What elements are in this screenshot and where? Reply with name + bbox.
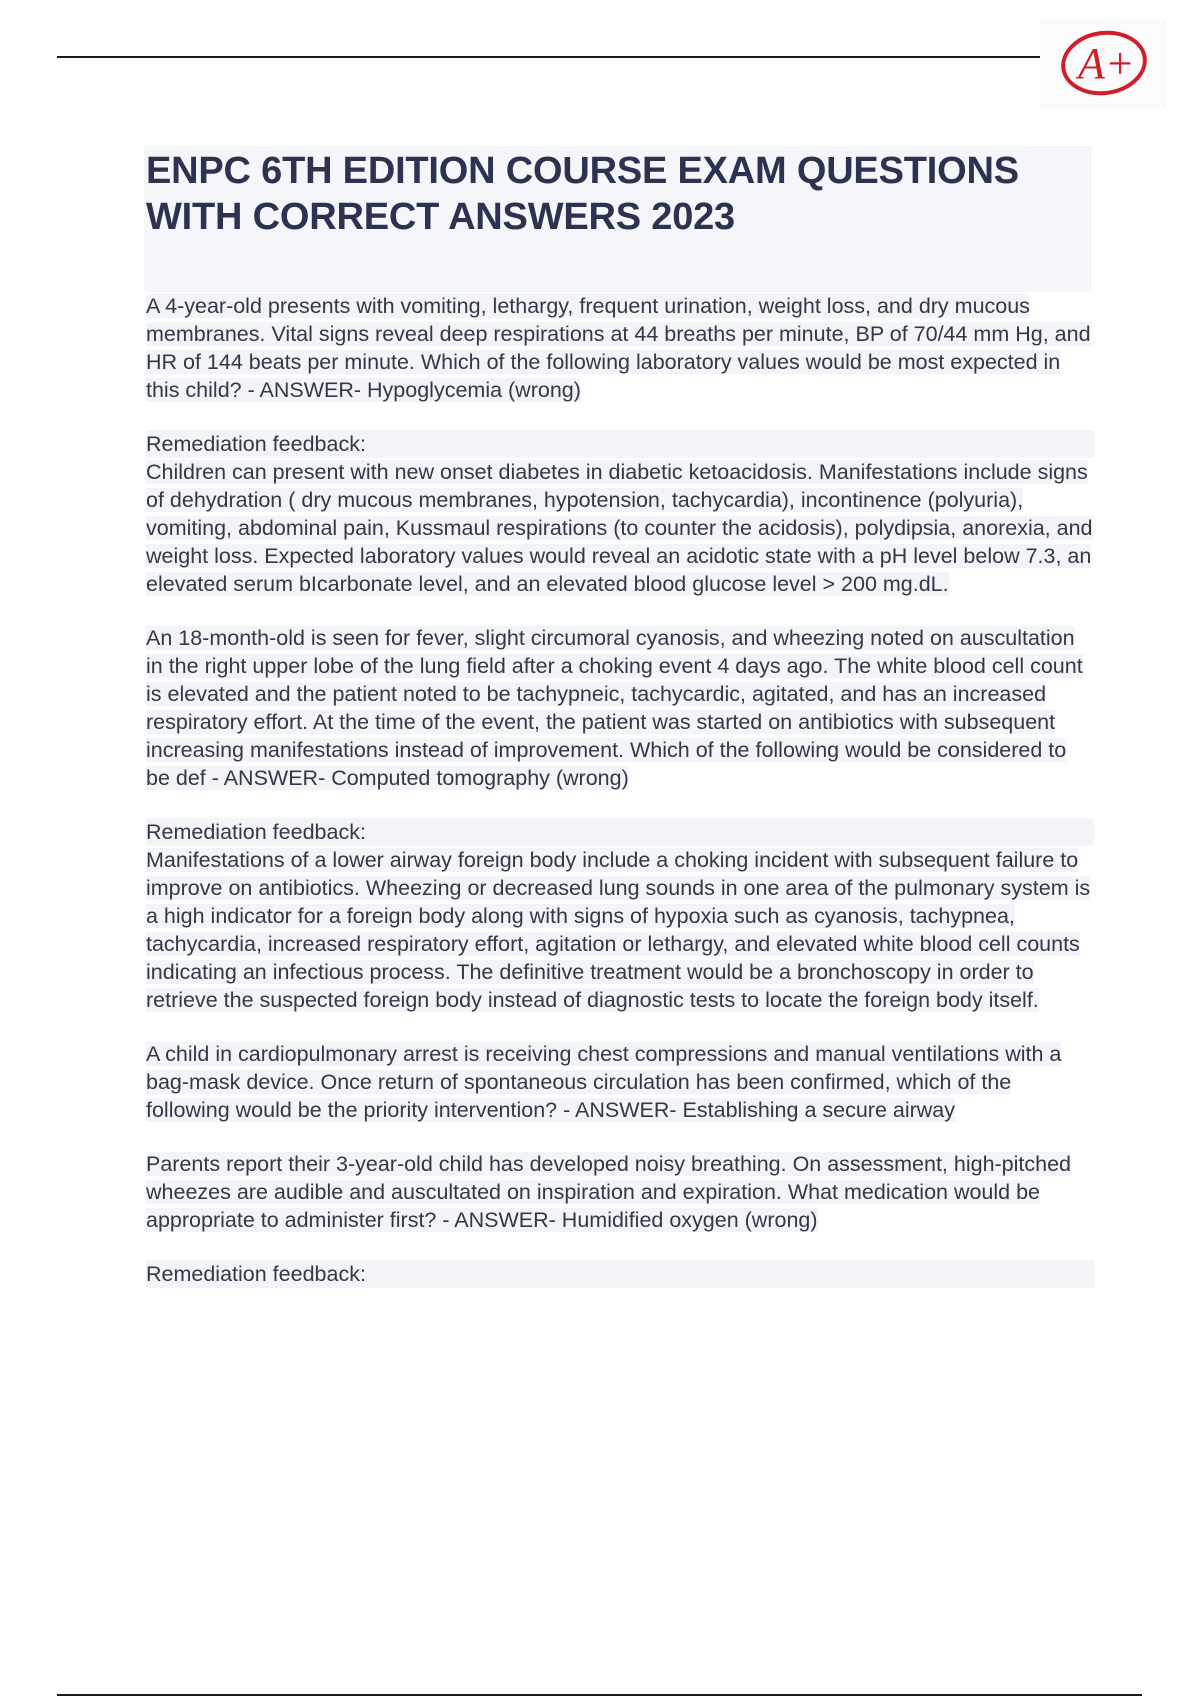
remediation-3 bbox=[146, 1260, 1094, 1288]
question-answer-3 bbox=[146, 1040, 1094, 1124]
grade-logo bbox=[1040, 18, 1166, 110]
document-body bbox=[146, 292, 1094, 1314]
remediation-1 bbox=[146, 430, 1094, 598]
remediation-label: Remediation feedback: bbox=[146, 1260, 1094, 1288]
remediation-label: Remediation feedback: bbox=[146, 818, 1094, 846]
question-text: Parents report their 3-year-old child has developed noisy breathing. On assessment, high-pitched wheezes are audible and auscultated on inspiration and expiration. What medication would be appropriate to administer first? - ANSWER- Humidified oxygen (wrong) bbox=[146, 1152, 1072, 1232]
question-text: A child in cardiopulmonary arrest is receiving chest compressions and manual ventilations with a bag-mask device. Once return of spontaneous circulation has been confirmed, which of the following would be the priority intervention? - ANSWER- Establishing a secure airway bbox=[146, 1042, 1062, 1122]
question-answer-4 bbox=[146, 1150, 1094, 1234]
remediation-2 bbox=[146, 818, 1094, 1014]
question-answer-1 bbox=[146, 292, 1094, 404]
a-plus-icon bbox=[1040, 18, 1166, 110]
footer-rule bbox=[57, 1694, 1142, 1696]
logo-text: A+ bbox=[1078, 39, 1135, 88]
remediation-text: Manifestations of a lower airway foreign body include a choking incident with subsequent failure to improve on antibiotics. Wheezing or decreased lung sounds in one area of the pulmonary system is a high indicator for a foreign body along with signs of hypoxia such as cyanosis, tachypnea, tachycardia, increased respiratory effort, agitation or lethargy, and elevated white blood cell counts indicating an infectious process. The definitive treatment would be a bronchoscopy in order to retrieve the suspected foreign body instead of diagnostic tests to locate the foreign body itself. bbox=[146, 848, 1091, 1012]
document-title: ENPC 6TH EDITION COURSE EXAM QUESTIONS WITH CORRECT ANSWERS 2023 bbox=[146, 150, 1019, 238]
question-answer-2 bbox=[146, 624, 1094, 792]
question-text: An 18-month-old is seen for fever, slight circumoral cyanosis, and wheezing noted on auscultation in the right upper lobe of the lung field after a choking event 4 days ago. The white blood cell count is elevated and the patient noted to be tachypneic, tachycardic, agitated, and has an increased respiratory effort. At the time of the event, the patient was started on antibiotics with subsequent increasing manifestations instead of improvement. Which of the following would be considered to be def - ANSWER- Computed tomography (wrong) bbox=[146, 626, 1083, 790]
header-rule bbox=[57, 56, 1040, 58]
remediation-label: Remediation feedback: bbox=[146, 430, 1094, 458]
question-text: A 4-year-old presents with vomiting, lethargy, frequent urination, weight loss, and dry mucous membranes. Vital signs reveal deep respirations at 44 breaths per minute, BP of 70/44 mm Hg, and HR of 144 beats per minute. Which of the following laboratory values would be most expected in this child? - ANSWER- Hypoglycemia (wrong) bbox=[146, 294, 1091, 402]
remediation-text: Children can present with new onset diabetes in diabetic ketoacidosis. Manifestations include signs of dehydration ( dry mucous membranes, hypotension, tachycardia), incontinence (polyuria), vomiting, abdominal pain, Kussmaul respirations (to counter the acidosis), polydipsia, anorexia, and weight loss. Expected laboratory values would reveal an acidotic state with a pH level below 7.3, an elevated serum bIcarbonate level, and an elevated blood glucose level > 200 mg.dL. bbox=[146, 460, 1093, 596]
